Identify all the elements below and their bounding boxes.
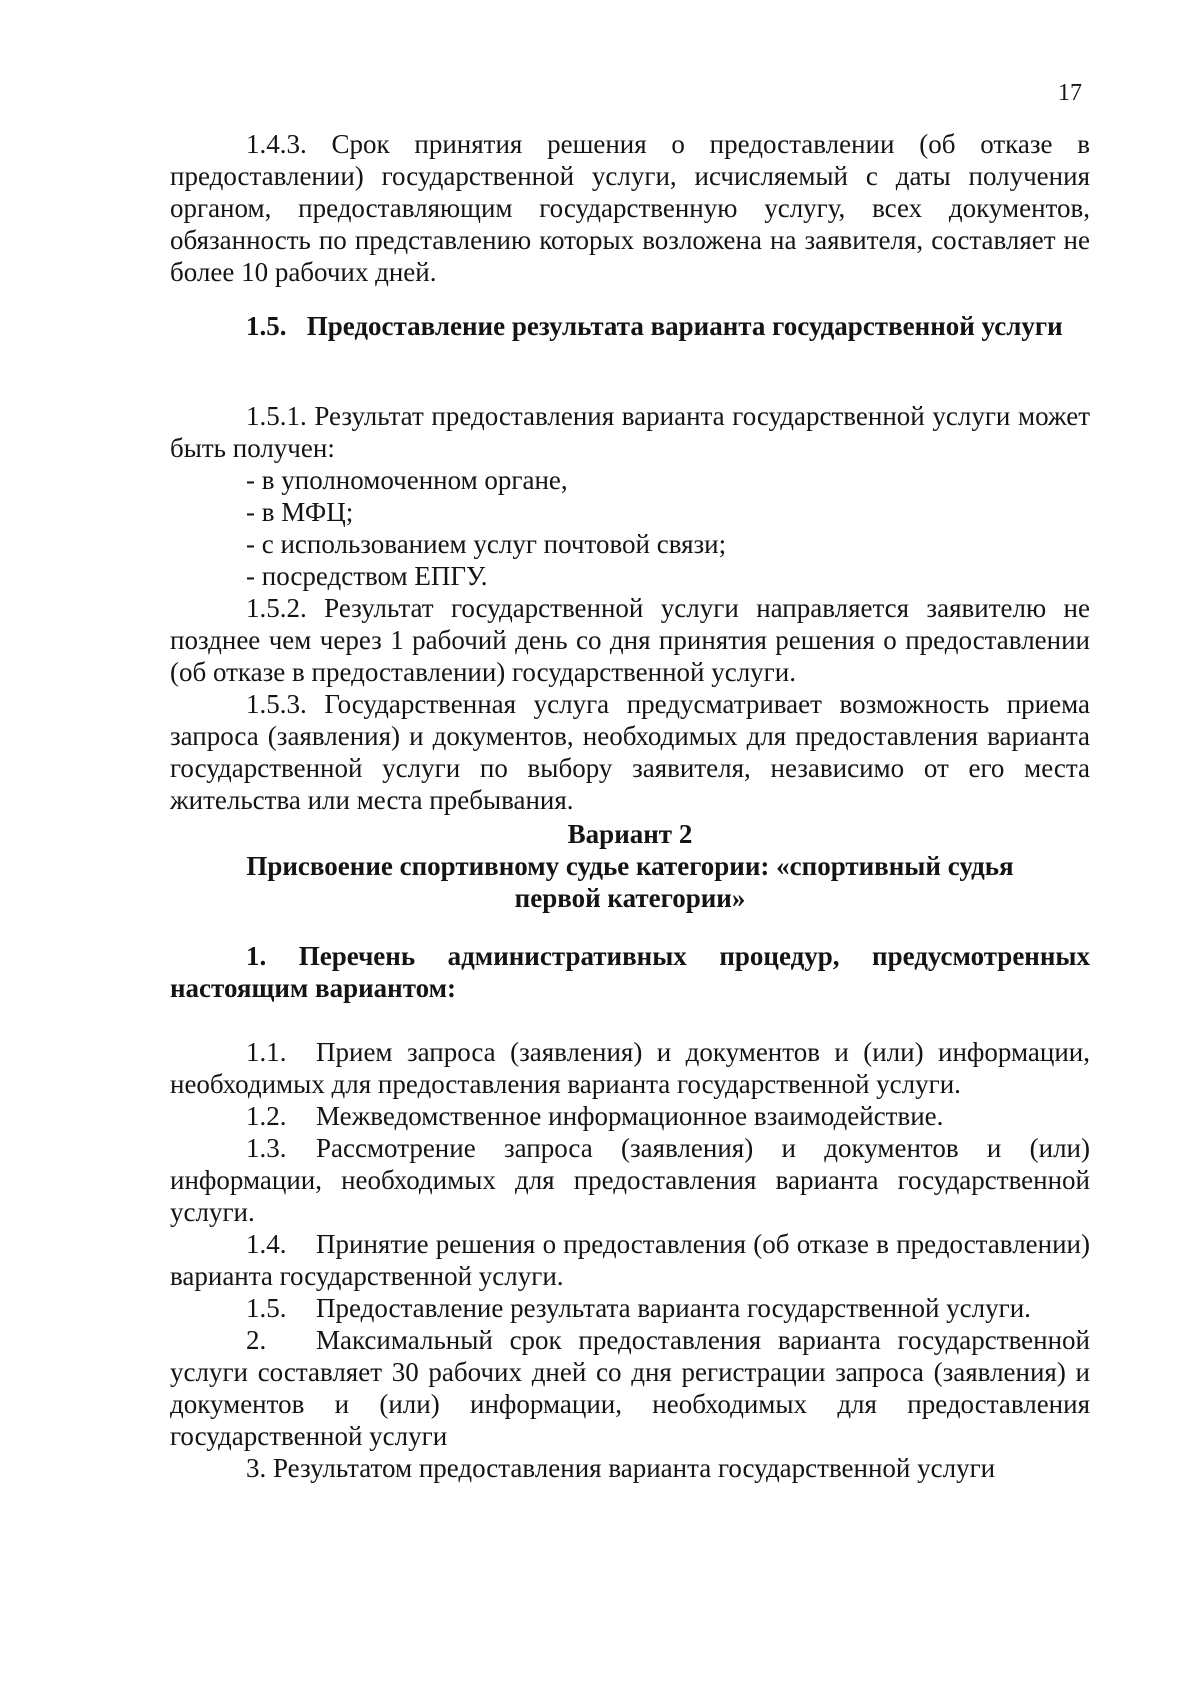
paragraph-text: Максимальный срок предоставления варианта государственной услуги составляет 30 рабочих дней со дня регистрации запроса (заявления) и документов и (или) информации, необходимых для предоставления государственной услуги [170, 1325, 1090, 1451]
procedure-text: Предоставление результата варианта государственной услуги. [316, 1293, 1031, 1323]
variant-title: Вариант 2 [567, 819, 693, 849]
paragraph-number: 2. [246, 1325, 267, 1355]
procedure-text: Принятие решения о предоставления (об отказе в предоставлении) варианта государственной услуги. [170, 1229, 1090, 1291]
page-number: 17 [1058, 80, 1082, 106]
procedure-text: Прием запроса (заявления) и документов и (или) информации, необходимых для предоставления варианта государственной услуги. [170, 1037, 1090, 1099]
list-item: - посредством ЕПГУ. [246, 561, 488, 591]
paragraph-1-5-2: 1.5.2. Результат государственной услуги направляется заявителю не позднее чем через 1 рабочий день со дня принятия решения о предоставлении (об отказе в предоставлении) государственной услуги. [170, 593, 1090, 687]
variant-subtitle-line-2: первой категории» [514, 883, 746, 913]
procedure-number: 1.4. [246, 1229, 287, 1259]
paragraph-2 [170, 1324, 1090, 1452]
procedures-list [170, 1036, 1090, 1484]
paragraph-1-5-3: 1.5.3. Государственная услуга предусматривает возможность приема запроса (заявления) и документов, необходимых для предоставления варианта государственной услуги по выбору заявителя, независимо от его места жительства или места пребывания. [170, 689, 1090, 815]
heading-text: 1.5. Предоставление результата варианта государственной услуги [246, 311, 1063, 341]
procedure-item [170, 1228, 1090, 1292]
heading-text: 1. Перечень административных процедур, предусмотренных настоящим вариантом: [170, 941, 1090, 1003]
section-heading-1-5 [170, 310, 1090, 342]
list-item: - в уполномоченном органе, [246, 465, 568, 495]
procedure-text: Рассмотрение запроса (заявления) и документов и (или) информации, необходимых для предоставления варианта государственной услуги. [170, 1133, 1090, 1227]
procedure-number: 1.3. [246, 1133, 287, 1163]
procedure-number: 1.5. [246, 1293, 287, 1323]
results-block [170, 400, 1090, 816]
procedure-item [170, 1100, 1090, 1132]
variant-subtitle-line-1: Присвоение спортивному судье категории: «спортивный судья [246, 851, 1014, 881]
procedures-heading [170, 940, 1090, 1004]
paragraph-text: 1.4.3. Срок принятия решения о предоставлении (об отказе в предоставлении) государственной услуги, исчисляемый с даты получения органом, предоставляющим государственную услугу, всех документов, обязанность по представлению которых возложена на заявителя, составляет не более 10 рабочих дней. [170, 129, 1090, 287]
procedure-number: 1.2. [246, 1101, 287, 1131]
procedure-item [170, 1036, 1090, 1100]
variant-header [170, 818, 1090, 914]
procedure-text: Межведомственное информационное взаимодействие. [316, 1101, 944, 1131]
list-item: - в МФЦ; [246, 497, 354, 527]
paragraph-1-4-3 [170, 128, 1090, 288]
procedure-item [170, 1292, 1090, 1324]
list-item: - с использованием услуг почтовой связи; [246, 529, 727, 559]
paragraph-3: 3. Результатом предоставления варианта государственной услуги [246, 1453, 996, 1483]
procedure-item [170, 1132, 1090, 1228]
procedure-number: 1.1. [246, 1037, 287, 1067]
paragraph-1-5-1: 1.5.1. Результат предоставления варианта государственной услуги может быть получен: [170, 401, 1090, 463]
